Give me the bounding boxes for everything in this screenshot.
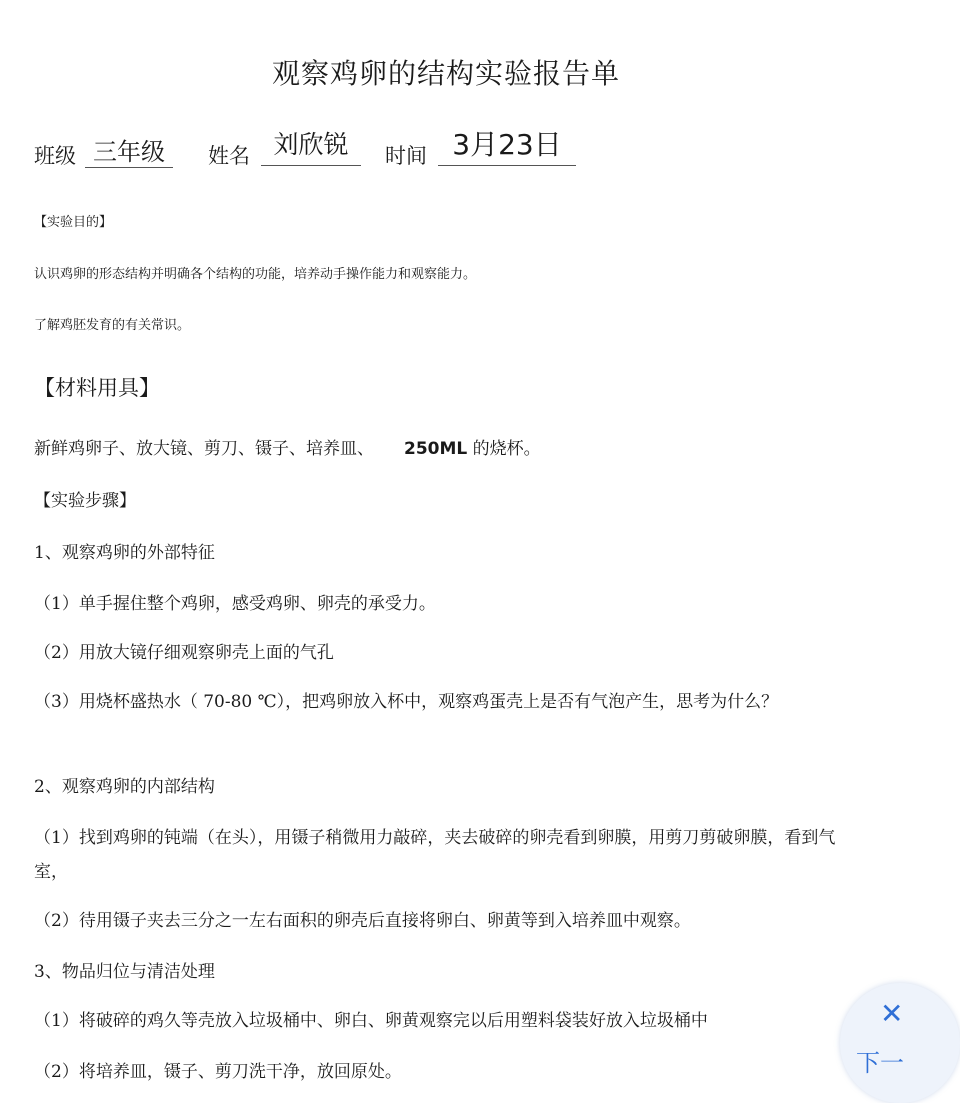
- materials-heading: 【材料用具】: [34, 376, 160, 400]
- time-value: 3月23日: [438, 131, 576, 166]
- step3-title: 3、物品归位与清洁处理: [34, 962, 215, 982]
- steps-heading: 【实验步骤】: [34, 491, 136, 511]
- name-label: 姓名: [208, 144, 250, 168]
- step1-item-3: （3）用烧杯盛热水（ 70-80 ℃），把鸡卵放入杯中，观察鸡蛋壳上是否有气泡产生，思考为什么？: [34, 692, 779, 712]
- step1-item-2: （2）用放大镜仔细观察卵壳上面的气孔: [34, 643, 334, 663]
- purpose-text-2: 了解鸡胚发育的有关常识。: [34, 318, 191, 333]
- step2-item-2: （2）待用镊子夹去三分之一左右面积的卵壳后直接将卵白、卵黄等到入培养皿中观察。: [34, 911, 691, 931]
- name-value: 刘欣锐: [261, 132, 361, 166]
- next-page-label: 下一: [856, 1049, 904, 1077]
- next-page-button[interactable]: [840, 983, 960, 1103]
- step1-title: 1、观察鸡卵的外部特征: [34, 543, 215, 563]
- materials-line: [34, 434, 541, 459]
- materials-text: 新鲜鸡卵子、放大镜、剪刀、镊子、培养皿、: [34, 439, 374, 459]
- class-label: 班级: [34, 144, 76, 168]
- step2-item-1: （1）找到鸡卵的钝端（在头），用镊子稍微用力敲碎，夹去破碎的卵壳看到卵膜，用剪刀剪破卵膜，看到气室，: [34, 828, 836, 882]
- step3-item-2: （2）将培养皿，镊子、剪刀洗干净，放回原处。: [34, 1062, 402, 1082]
- purpose-text-1: 认识鸡卵的形态结构并明确各个结构的功能，培养动手操作能力和观察能力。: [34, 267, 477, 282]
- time-label: 时间: [385, 144, 427, 168]
- purpose-heading: 【实验目的】: [34, 215, 113, 230]
- step3-item-1: （1）将破碎的鸡久等壳放入垃圾桶中、卵白、卵黄观察完以后用塑料袋装好放入垃圾桶中: [34, 1011, 708, 1031]
- materials-beaker: 250ML: [404, 439, 468, 459]
- close-icon[interactable]: ✕: [880, 997, 904, 1030]
- step1-item-1: （1）单手握住整个鸡卵，感受鸡卵、卵壳的承受力。: [34, 594, 436, 614]
- page-title: 观察鸡卵的结构实验报告单: [271, 57, 620, 90]
- class-value: 三年级: [85, 140, 173, 168]
- step2-title: 2、观察鸡卵的内部结构: [34, 777, 215, 797]
- materials-tail: 的烧杯。: [472, 439, 541, 459]
